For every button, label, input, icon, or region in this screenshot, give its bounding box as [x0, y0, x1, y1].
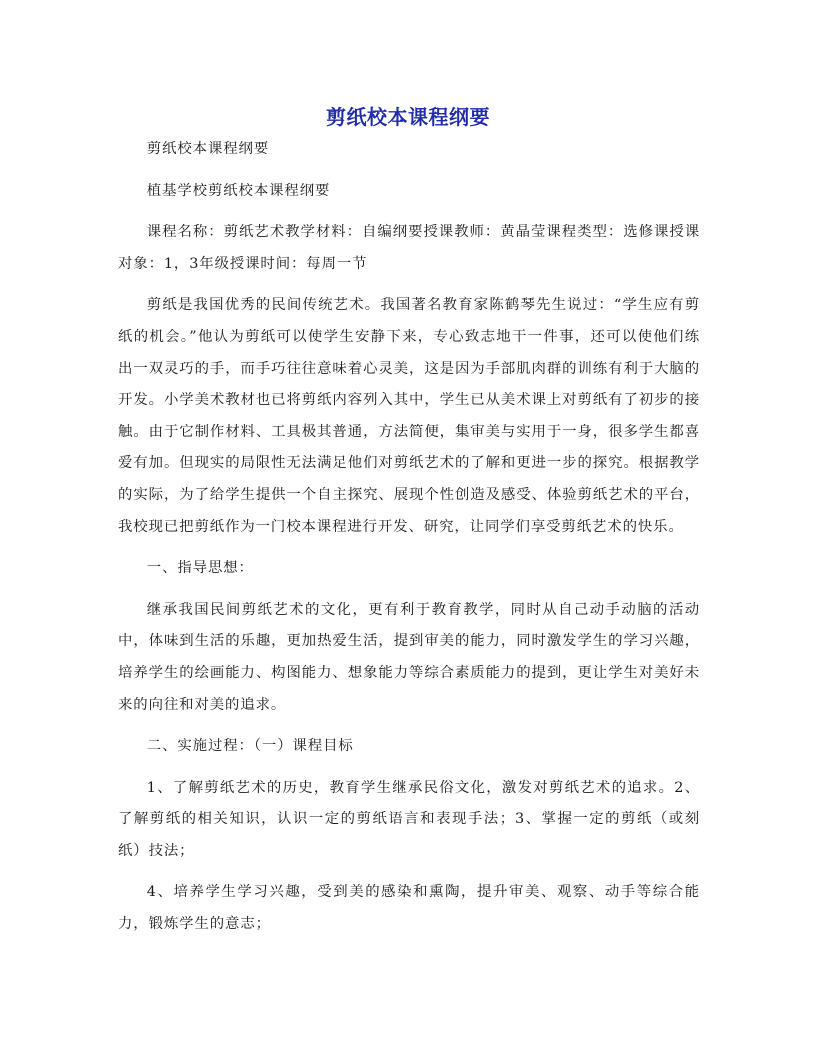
- paragraph-objectives-1-3: 1、了解剪纸艺术的历史，教育学生继承民俗文化，激发对剪纸艺术的追求。2、了解剪纸的相关知识，认识一定的剪纸语言和表现手法；3、掌握一定的剪纸（或刻纸）技法；: [118, 779, 700, 859]
- document-body: [118, 134, 700, 951]
- paragraph-objective-4: 4、培养学生学习兴趣，受到美的感染和熏陶，提升审美、观察、动手等综合能力，锻炼学生的意志；: [118, 884, 700, 933]
- paragraph-introduction: 剪纸是我国优秀的民间传统艺术。我国著名教育家陈鹤琴先生说过：“学生应有剪纸的机会。”他认为剪纸可以使学生安静下来，专心致志地干一件事，还可以使他们练出一双灵巧的手，而手巧往往意味着心灵美，这是因为手部肌肉群的训练有利于大脑的开发。小学美术教材也已将剪纸内容列入其中，学生已从美术课上对剪纸有了初步的接触。由于它制作材料、工具极其普通，方法简便，集审美与实用于一身，很多学生都喜爱有加。但现实的局限性无法满足他们对剪纸艺术的了解和更进一步的探究。根据教学的实际，为了给学生提供一个自主探究、展现个性创造及感受、体验剪纸艺术的平台，我校现已把剪纸作为一门校本课程进行开发、研究，让同学们享受剪纸艺术的快乐。: [118, 297, 700, 535]
- section-heading-guiding-ideology: 一、指导思想：: [146, 560, 254, 577]
- paragraph-course-info: 课程名称：剪纸艺术教学材料：自编纲要授课教师：黄晶莹课程类型：选修课授课对象：1，3年级授课时间：每周一节: [118, 224, 700, 272]
- paragraph-guiding-ideology: 继承我国民间剪纸艺术的文化，更有利于教育教学，同时从自己动手动脑的活动中，体味到生活的乐趣，更加热爱生活，提到审美的能力，同时激发学生的学习兴趣，培养学生的绘画能力、构图能力、想象能力等综合素质能力的提到，更让学生对美好未来的向往和对美的追求。: [118, 601, 700, 713]
- paragraph-school-title: 植基学校剪纸校本课程纲要: [146, 182, 331, 199]
- document-title: 剪纸校本课程纲要: [326, 105, 490, 129]
- section-heading-implementation: 二、实施过程：（一）课程目标: [146, 738, 354, 755]
- paragraph-subtitle: 剪纸校本课程纲要: [146, 141, 270, 157]
